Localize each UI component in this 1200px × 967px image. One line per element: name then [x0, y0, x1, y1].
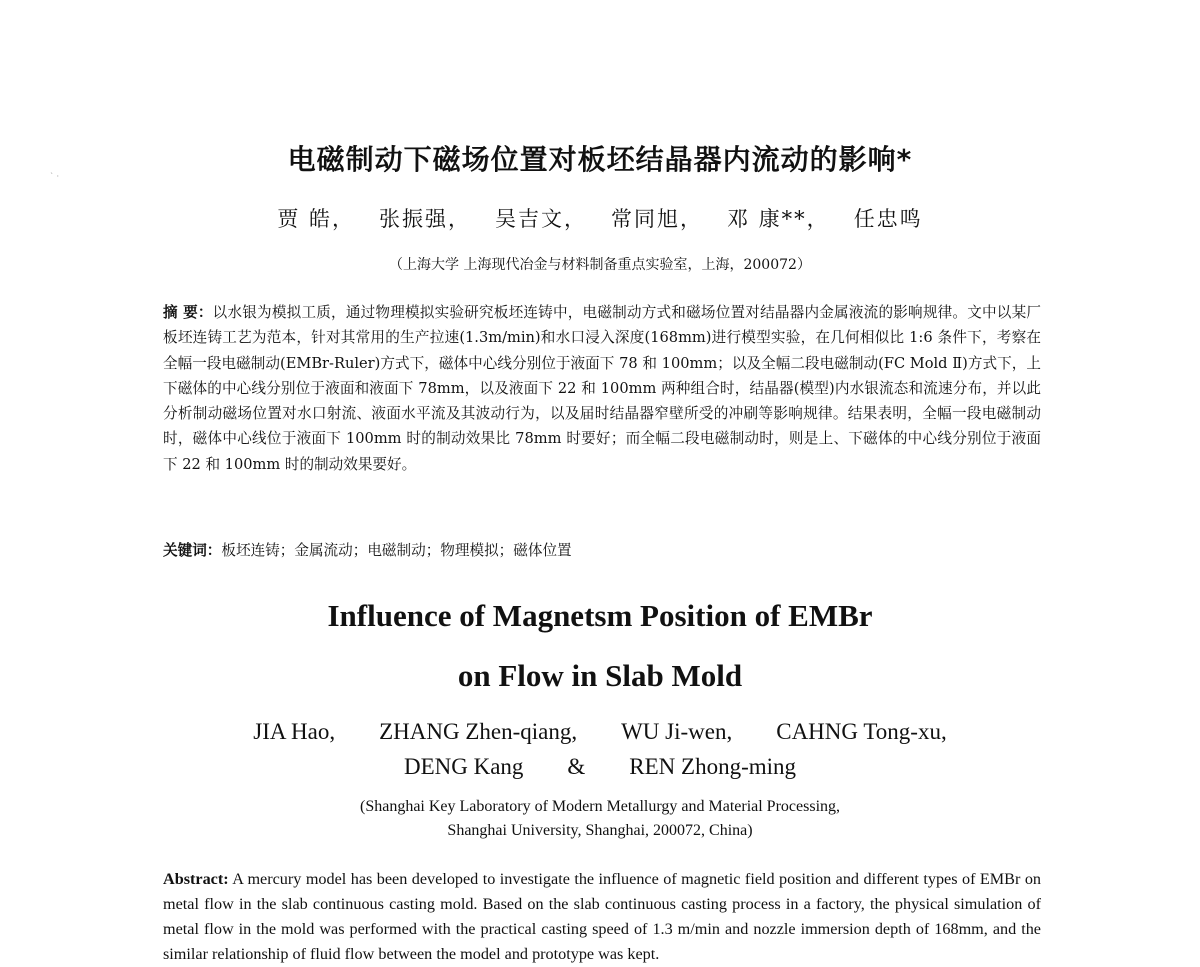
- english-title-line-1: Influence of Magnetsm Position of EMBr: [327, 598, 873, 633]
- chinese-keywords-text: 板坯连铸；金属流动；电磁制动；物理模拟；磁体位置: [221, 542, 572, 559]
- english-affiliation-line-2: Shanghai University, Shanghai, 200072, China): [447, 822, 753, 839]
- english-affiliation-line-1: (Shanghai Key Laboratory of Modern Metallurgy and Material Processing,: [359, 798, 841, 815]
- english-authors-line-2: [0, 754, 1200, 780]
- english-author: ZHANG Zhen-qiang,: [379, 719, 578, 744]
- chinese-author: 张振强，: [379, 207, 471, 231]
- chinese-authors: [0, 203, 1200, 233]
- english-author: JIA Hao,: [253, 719, 336, 744]
- chinese-abstract: [163, 300, 1041, 477]
- chinese-author: 邓 康**，: [727, 207, 830, 231]
- chinese-author: 任忠鸣: [853, 207, 923, 231]
- english-author: REN Zhong-ming: [629, 754, 797, 779]
- chinese-keywords-label: 关键词：: [163, 542, 222, 559]
- english-title-line-2: on Flow in Slab Mold: [457, 658, 743, 693]
- author-ampersand: &: [567, 754, 586, 779]
- chinese-author: 吴吉文，: [495, 207, 587, 231]
- english-abstract-text: A mercury model has been developed to investigate the influence of magnetic field position and different types of EMBr on metal flow in the slab continuous casting mold. Based on the slab continuous casting process in a factory, the physical simulation of metal flow in the mold was performed with the practical casting speed of 1.3 m/min and nozzle immersion depth of 168mm, and the similar relationship of fluid flow between the model and prototype was kept.: [163, 870, 1042, 963]
- english-author: DENG Kang: [403, 754, 524, 779]
- english-abstract: [163, 867, 1041, 967]
- english-author: CAHNG Tong-xu,: [776, 719, 947, 744]
- chinese-abstract-label: 摘 要：: [163, 304, 213, 321]
- english-author: WU Ji-wen,: [621, 719, 733, 744]
- chinese-abstract-text: 以水银为模拟工质，通过物理模拟实验研究板坯连铸中，电磁制动方式和磁场位置对结晶器内金属液流的影响规律。文中以某厂板坯连铸工艺为范本，针对其常用的生产拉速(1.3m/min)和水口浸入深度(168mm)进行模型实验，在几何相似比 1:6 条件下，考察在全幅一段电磁制动(EMBr-Ruler)方式下，磁体中心线分别位于液面下 78 和 100mm；以及全幅二段电磁制动(FC Mold Ⅱ)方式下，上下磁体的中心线分别位于液面和液面下 78mm，以及液面下 22 和 100mm 两种组合时，结晶器(模型)内水银流态和流速分布，并以此分析制动磁场位置对水口射流、液面水平流及其波动行为，以及届时结晶器窄壁所受的冲刷等影响规律。结果表明，全幅一段电磁制动时，磁体中心线位于液面下 100mm 时的制动效果比 78mm 时要好；而全幅二段电磁制动时，则是上、下磁体的中心线分别位于液面下 22 和 100mm 时的制动效果要好。: [163, 304, 1041, 473]
- chinese-author: 常同旭，: [611, 207, 703, 231]
- english-abstract-label: Abstract:: [163, 870, 229, 888]
- scan-speck: ` ·: [50, 172, 60, 181]
- english-authors-line-1: [0, 719, 1200, 745]
- chinese-author: 贾 皓，: [277, 207, 355, 231]
- chinese-keywords: [163, 540, 1041, 562]
- chinese-affiliation: （上海大学 上海现代冶金与材料制备重点实验室，上海，200072）: [389, 257, 811, 273]
- chinese-title: 电磁制动下磁场位置对板坯结晶器内流动的影响*: [287, 143, 913, 176]
